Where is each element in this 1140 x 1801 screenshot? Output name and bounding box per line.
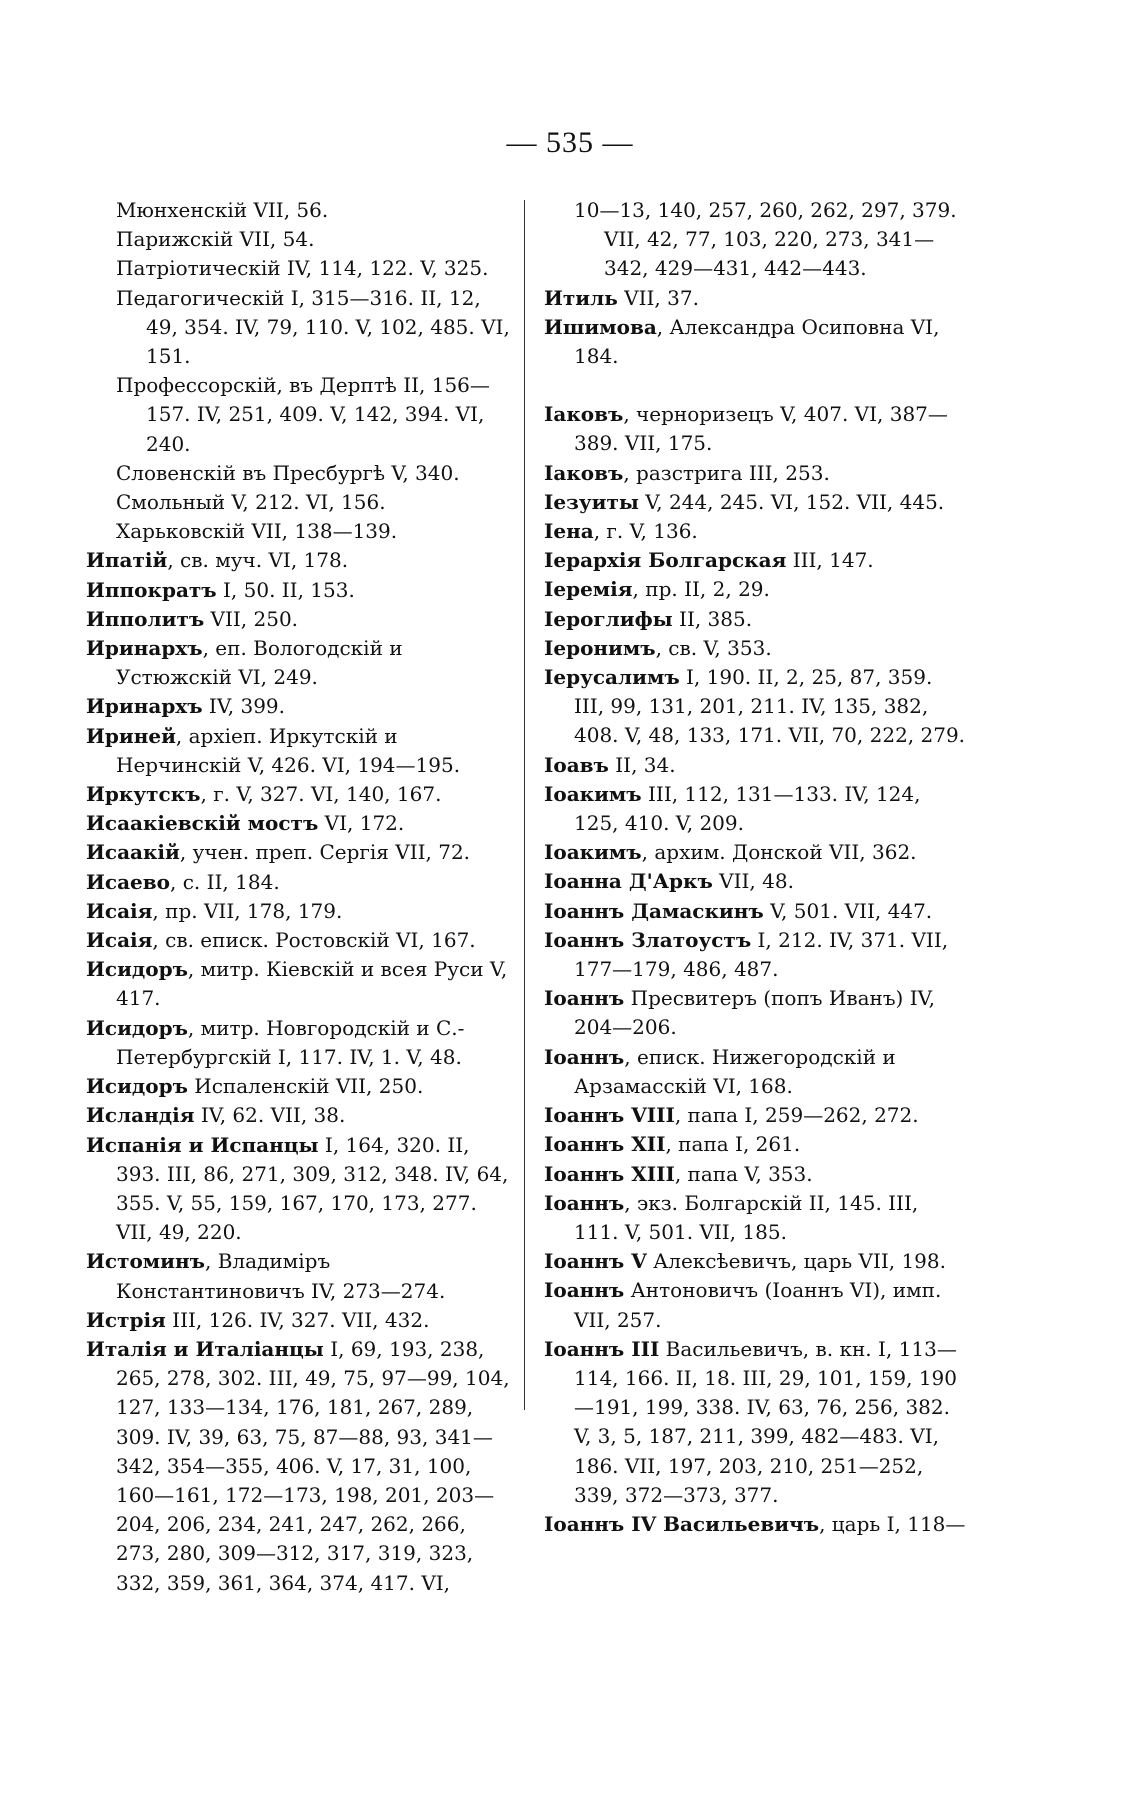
entry-references: VII, 48. (712, 869, 794, 894)
entry-references: , учен. преп. Сергія VII, 72. (179, 840, 471, 865)
index-entry (86, 371, 510, 459)
entry-references: , папа V, 353. (674, 1161, 813, 1186)
index-entry (86, 459, 510, 488)
index-entry (544, 1335, 968, 1510)
entry-heading: Исаакіевскій мостъ (86, 811, 319, 836)
entry-references: V, 244, 245. VI, 152. VII, 445. (638, 489, 945, 514)
entry-heading: Іоаннъ (544, 986, 625, 1011)
entry-references: I, 164, 320. II, 393. III, 86, 271, 309, 312, 348. IV, 64, 355. V, 55, 159, 167, 170, 173, 277. VII, 49, 220. (116, 1132, 509, 1245)
entry-heading: Іоаннъ (544, 1278, 625, 1303)
index-entry (86, 926, 510, 955)
index-entry (86, 254, 510, 283)
index-entry (544, 867, 968, 896)
entry-heading: Іоанна Д'Аркъ (544, 869, 713, 894)
index-entry (544, 1276, 968, 1334)
index-entry (544, 1043, 968, 1101)
entry-heading: Іаковъ (544, 402, 624, 427)
index-entry (544, 751, 968, 780)
entry-references: I, 212. IV, 371. VII, 177—179, 486, 487. (574, 927, 949, 982)
entry-references: Пресвитеръ (попъ Иванъ) IV, 204—206. (574, 986, 935, 1040)
index-entry (86, 1247, 510, 1305)
index-entry (544, 1247, 968, 1276)
index-entry (544, 1160, 968, 1189)
entry-references: I, 50. II, 153. (216, 577, 355, 602)
entry-heading: Истрія (86, 1307, 166, 1332)
index-entry (544, 838, 968, 867)
entry-references: , Владиміръ Константиновичъ IV, 273—274. (116, 1249, 446, 1303)
entry-heading: Іоаннъ Дамаскинъ (544, 898, 764, 923)
entry-heading: Іена (544, 519, 594, 544)
index-entry (86, 1131, 510, 1248)
index-entry (544, 488, 968, 517)
entry-heading: Іезуиты (544, 489, 639, 514)
entry-references: III, 112, 131—133. IV, 124, 125, 410. V, 209. (574, 781, 921, 836)
entry-heading: Исландія (86, 1103, 195, 1128)
entry-heading: Іоаннъ Златоустъ (544, 927, 752, 952)
entry-references: , пр. II, 2, 29. (632, 577, 770, 602)
entry-references: Педагогическій I, 315—316. II, 12, 49, 354. IV, 79, 110. V, 102, 485. VI, 151. (116, 285, 510, 369)
entry-heading: Ириней (86, 723, 176, 748)
entry-heading: Исидоръ (86, 1074, 188, 1099)
index-column-right (544, 196, 968, 1539)
index-column-left (86, 196, 510, 1598)
entry-references: VII, 37. (617, 285, 699, 310)
index-entry (86, 517, 510, 546)
index-entry (544, 1510, 968, 1539)
entry-heading: Ипполитъ (86, 606, 205, 631)
index-entry (86, 225, 510, 254)
entry-heading: Исидоръ (86, 957, 188, 982)
entry-heading: Іеремія (544, 577, 633, 602)
entry-heading: Іаковъ (544, 460, 624, 485)
entry-heading: Іерусалимъ (544, 665, 680, 690)
entry-heading: Иринархъ (86, 694, 203, 719)
index-entry (544, 196, 968, 284)
entry-heading: Іероглифы (544, 606, 673, 631)
entry-heading: Іоавъ (544, 752, 609, 777)
entry-references: III, 147. (786, 548, 874, 573)
entry-heading: Исаево (86, 869, 170, 894)
index-entry (86, 809, 510, 838)
entry-references: IV, 399. (202, 694, 286, 719)
entry-references: , папа I, 259—262, 272. (674, 1103, 919, 1128)
entry-references: , Александра Осиповна VI, 184. (574, 314, 940, 369)
index-entry (544, 1101, 968, 1130)
entry-references: , митр. Кіевскій и всея Руси V, 417. (116, 957, 508, 1011)
entry-references: Профессорскій, въ Дерптѣ II, 156—157. IV, 251, 409. V, 142, 394. VI, 240. (116, 373, 490, 456)
entry-heading: Исидоръ (86, 1015, 188, 1040)
entry-heading: Іоаннъ III (544, 1336, 660, 1361)
entry-references: Харьковскій VII, 138—139. (116, 519, 398, 544)
index-entry (544, 1130, 968, 1159)
entry-heading: Итиль (544, 285, 618, 310)
entry-heading: Иркутскъ (86, 782, 201, 807)
index-entry (86, 576, 510, 605)
entry-references: Словенскій въ Пресбургѣ V, 340. (116, 460, 460, 485)
index-entry (544, 897, 968, 926)
entry-references: , св. муч. VI, 178. (167, 548, 349, 573)
entry-references: , г. V, 136. (593, 519, 698, 544)
entry-heading: Исаакій (86, 840, 180, 865)
index-entry (86, 838, 510, 867)
index-entry (86, 488, 510, 517)
index-entry (86, 196, 510, 225)
entry-heading: Іерархія Болгарская (544, 548, 787, 573)
entry-heading: Италія и Италіанцы (86, 1336, 324, 1361)
entry-references: VI, 172. (318, 811, 405, 836)
entry-heading: Ипатій (86, 548, 168, 573)
index-entry (544, 517, 968, 546)
index-entry (544, 634, 968, 663)
entry-references: , экз. Болгарскій II, 145. III, 111. V, 501. VII, 185. (574, 1190, 919, 1244)
entry-heading: Іоаннъ (544, 1190, 625, 1215)
index-entry (86, 605, 510, 634)
index-entry (544, 663, 968, 751)
entry-heading: Исаія (86, 928, 153, 953)
entry-references: , пр. VII, 178, 179. (152, 898, 343, 923)
index-entry (86, 1335, 510, 1598)
index-entry (544, 400, 968, 458)
index-entry (86, 284, 510, 372)
index-entry (544, 780, 968, 838)
entry-heading: Испанія и Испанцы (86, 1132, 319, 1157)
entry-references: Патріотическій IV, 114, 122. V, 325. (116, 256, 489, 281)
entry-references: , св. еписк. Ростовскій VI, 167. (152, 928, 476, 953)
index-entry (544, 575, 968, 604)
entry-references: Васильевичъ, в. кн. I, 113—114, 166. II, 18. III, 29, 101, 159, 190—191, 199, 338. IV, 63, 76, 256, 382. V, 3, 5, 187, 211, 399, 482—483. VI, 186. VII, 197, 203, 210, 251—252, 339, 372—373, 377. (574, 1336, 957, 1507)
entry-references: , черноризецъ V, 407. VI, 387—389. VII, 175. (574, 402, 948, 456)
index-entry (86, 692, 510, 721)
index-entry (544, 313, 968, 371)
entry-references: , г. V, 327. VI, 140, 167. (200, 782, 442, 807)
entry-heading: Іеронимъ (544, 635, 656, 660)
entry-heading: Іоаннъ XIII (544, 1161, 675, 1186)
index-entry (544, 284, 968, 313)
index-entry (86, 1306, 510, 1335)
entry-references: I, 69, 193, 238, 265, 278, 302. III, 49, 75, 97—99, 104, 127, 133—134, 176, 181, 267, 289, 309. IV, 39, 63, 75, 87—88, 93, 341—342, 354—355, 406. V, 17, 31, 100, 160—161, 172—173, 198, 201, 203—204, 206, 234, 241, 247, 262, 266, 273, 280, 309—312, 317, 319, 323, 332, 359, 361, 364, 374, 417. VI, (116, 1336, 510, 1595)
entry-references: 10—13, 140, 257, 260, 262, 297, 379. VII, 42, 77, 103, 220, 273, 341—342, 429—431, 442—443. (574, 198, 957, 281)
page-number: — 535 — (506, 126, 634, 159)
entry-references: , еп. Вологодскій и Устюжскій VI, 249. (116, 636, 403, 690)
column-divider (524, 200, 525, 1410)
entry-references: , папа I, 261. (665, 1132, 801, 1157)
entry-references: , разстрига III, 253. (623, 460, 830, 485)
index-entry (86, 780, 510, 809)
entry-references: Алексѣевичъ, царь VII, 198. (646, 1249, 946, 1274)
entry-heading: Іоакимъ (544, 781, 642, 806)
entry-references: Антоновичъ (Іоаннъ VI), имп. VII, 257. (574, 1278, 942, 1332)
index-entry (86, 1072, 510, 1101)
entry-references: , св. V, 353. (655, 635, 772, 660)
entry-heading: Иринархъ (86, 636, 203, 661)
entry-references: II, 385. (672, 606, 753, 631)
index-entry (86, 897, 510, 926)
entry-heading: Исаія (86, 898, 153, 923)
entry-heading: Іоаннъ IV Васильевичъ (544, 1511, 820, 1536)
index-entry (544, 926, 968, 984)
entry-references: III, 126. IV, 327. VII, 432. (165, 1307, 430, 1332)
entry-references: , еписк. Нижегородскій и Арзамасскій VI, 168. (574, 1044, 896, 1098)
entry-heading: Іоаннъ XII (544, 1132, 666, 1157)
index-entry (86, 546, 510, 575)
entry-heading: Іоаннъ VIII (544, 1103, 675, 1128)
entry-references: II, 34. (608, 752, 676, 777)
entry-references: Смольный V, 212. VI, 156. (116, 490, 386, 515)
entry-references: VII, 250. (204, 606, 299, 631)
entry-heading: Ишимова (544, 314, 657, 339)
index-entry (544, 984, 968, 1042)
entry-references: IV, 62. VII, 38. (194, 1103, 346, 1128)
entry-references: Испаленскій VII, 250. (187, 1074, 424, 1099)
entry-references: , царь I, 118— (819, 1511, 966, 1536)
entry-references: Парижскій VII, 54. (116, 227, 315, 252)
entry-heading: Іоаннъ (544, 1044, 625, 1069)
entry-heading: Іоакимъ (544, 840, 642, 865)
index-entry (86, 634, 510, 692)
entry-references: , архим. Донской VII, 362. (641, 840, 917, 865)
entry-heading: Иппократъ (86, 577, 217, 602)
index-entry (86, 1101, 510, 1130)
index-entry (544, 605, 968, 634)
entry-heading: Іоаннъ V (544, 1249, 647, 1274)
entry-references: , архіеп. Иркутскій и Нерчинскій V, 426. VI, 194—195. (116, 723, 461, 777)
entry-references: , с. II, 184. (170, 869, 280, 894)
index-entry (86, 955, 510, 1013)
entry-references: , митр. Новгородскій и С.-Петербургскій I, 117. IV, 1. V, 48. (116, 1015, 465, 1069)
index-entry (86, 722, 510, 780)
entry-references: I, 190. II, 2, 25, 87, 359. III, 99, 131, 201, 211. IV, 135, 382, 408. V, 48, 133, 171. VII, 70, 222, 279. (574, 665, 966, 748)
entry-heading: Истоминъ (86, 1249, 205, 1274)
index-entry (544, 546, 968, 575)
index-entry (86, 868, 510, 897)
index-entry (86, 1014, 510, 1072)
index-entry (544, 1189, 968, 1247)
entry-references: Мюнхенскій VII, 56. (116, 198, 329, 222)
section-gap (544, 371, 968, 400)
entry-references: V, 501. VII, 447. (763, 898, 933, 923)
index-entry (544, 459, 968, 488)
